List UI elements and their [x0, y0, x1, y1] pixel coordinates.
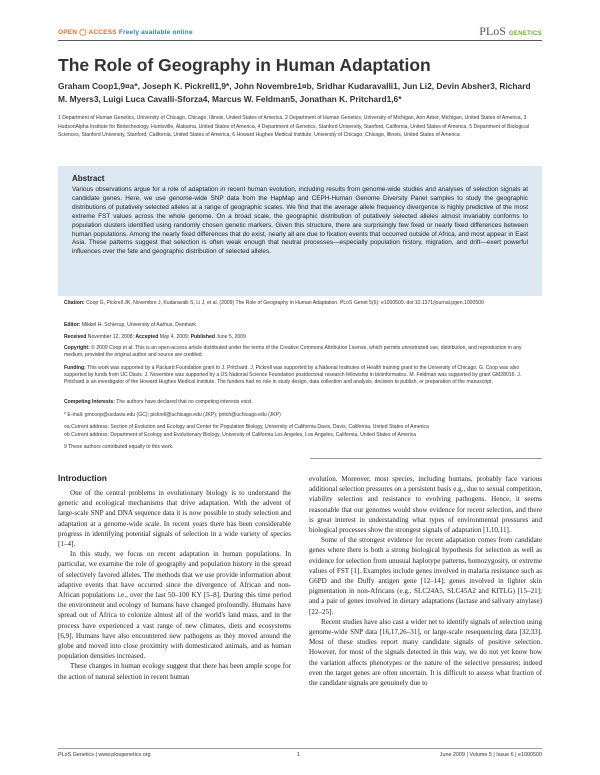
- funding: [64, 365, 534, 386]
- editor: [64, 322, 534, 329]
- paragraph: One of the central problems in evolutionary biology is to understand the genetic and ecological mechanisms that drive adaptation. With the advent of large-scale SNP and DNA sequence data it is now possible to study selection and adaptation at a genome-wide scale. In recent years there has been considerable progress in identifying potential signals of selection in a wide variety of species [1–4].: [58, 489, 291, 549]
- published-date: June 5, 2009: [216, 334, 246, 340]
- paragraph: In this study, we focus on recent adaptation in human populations. In particular, we examine the role of geography and population history in the spread of selectively favored alleles. The methods that we use provide information about adaptive events that have occurred since the divergence of African and non-African populations i.e., over the last 50–100 KY [5–8]. During this time period the environment and ecology of humans have changed profoundly. Humans have spread out of Africa to colonize almost all of the world's land mass, and in the process have experienced a vast range of new climates, diets and ecosystems [6,9]. Humans have also encountered new pathogens as they moved around the globe and moved into close proximity with domesticated animals, and as human population densities increased.: [58, 550, 291, 661]
- received-label: Received: [64, 334, 87, 340]
- access-word: ACCESS: [88, 29, 117, 36]
- column-left: [58, 488, 291, 682]
- funding-text: This work was supported by a Packard Foundation grant to J. Pritchard. J. Pickrell was supported by a National Institutes of Health training grant to the University of Chicago. G. Coop was also supported by funds from UC Davis. J. Novembre was supported by a US National Science Foundation postdoctoral research fellowship in bioinformatics. M. Feldman was supported by grant GM28016. J. Pritchard is an investigator of the Howard Hughes Medical Institute. The funders had no role in study design, data collection and analysis, decision to publish, or preparation of the manuscript.: [64, 365, 522, 385]
- journal-sub: GENETICS: [508, 31, 542, 37]
- page-number: 1: [297, 752, 300, 758]
- open-access-label: OPEN: [58, 29, 78, 36]
- accepted-label: Accepted: [135, 334, 159, 340]
- competing-label: Competing Interests:: [64, 399, 115, 405]
- copyright-label: Copyright:: [64, 345, 90, 351]
- freely-available-text: Freely available online: [118, 29, 193, 36]
- address-a: ¤a Current address: Section of Evolution and Ecology and Center for Population Biology, University of California Davis, Davis, California, United States of America: [64, 424, 429, 430]
- copyright-text: © 2009 Coop et al. This is an open-access article distributed under the terms of the Creative Commons Attribution License, which permits unrestricted use, distribution, and reproduction in any medium, provided the original author and source are credited.: [64, 345, 522, 358]
- meta-rule: [310, 458, 542, 459]
- accepted-date: May 4, 2009;: [159, 334, 190, 340]
- published-label: Published: [190, 334, 215, 340]
- paragraph: evolution. Moreover, most species, including humans, probably face various additional selection pressures on a persistent basis e.g., due to sexual competition, viability selection and resistance to evolving pathogens. Hence, it seems reasonable that our genomes would show evidence for recent selection, and there is great interest in understanding what types of environmental pressures and biological processes show the strongest signals of adaptation [1,10,11].: [309, 475, 542, 535]
- copyright: [64, 345, 534, 359]
- editor-label: Editor:: [64, 322, 81, 328]
- email: * E-mail: gmcoop@ucdavis.edu (GC); pickrell@uchicago.edu (JKP); pritch@uchicago.edu (JKP): [64, 412, 281, 418]
- dates: [64, 334, 534, 341]
- journal-brand: PLoS: [479, 24, 506, 38]
- paragraph: Some of the strongest evidence for recent adaptation comes from candidate genes where there is both a strong biological hypothesis for selection as well as evidence for selection from unusual haplotype patterns, homozygosity, or extreme values of FST [1]. Examples include genes involved in malaria resistance such as G6PD and the Duffy antigen gene [12–14]; genes involved in lighter skin pigmentation in non-Africans (e.g., SLC24A5, SLC45A2 and KITLG) [15–21]; and a pair of genes involved in dietary adaptations (lactase and salivary amylase) [22–25].: [309, 536, 542, 616]
- header-rule: [58, 40, 542, 41]
- citation-label: Citation:: [64, 300, 85, 306]
- funding-label: Funding:: [64, 365, 86, 371]
- footer-rule: [58, 748, 542, 749]
- column-right: [309, 474, 542, 688]
- citation-text: Coop G, Pickrell JK, Novembre J, Kudaravalli S, Li J, et al. (2009) The Role of Geography in Human Adaptation. PLoS Genet 5(6): e1000500. doi:10.1371/journal.pgen.1000500: [86, 300, 484, 306]
- introduction-heading: Introduction: [58, 473, 107, 483]
- address-b: ¤b Current address: Department of Ecology and Evolutionary Biology, University of California Los Angeles, Los Angeles, California, United States of America: [64, 432, 417, 438]
- open-access-banner: [58, 28, 193, 36]
- received-date: November 12, 2008;: [87, 334, 134, 340]
- paragraph: Recent studies have also cast a wider net to identify signals of selection using genome-wide SNP data [16,17,26–31], or large-scale resequencing data [32,33]. Most of these studies report many candidate signals of positive selection. However, for most of the signals detected in this way, we do not yet know how the variation affects phenotypes or the nature of the selective pressures; indeed even the target genes are often uncertain. It is difficult to assess what fraction of the candidate signals are genuinely due to: [309, 617, 542, 688]
- citation: [64, 300, 534, 307]
- affiliations: 1 Department of Human Genetics, University of Chicago, Chicago, Illinois, United States of America, 2 Department of Human Genetics, University of Michigan, Ann Arbor, Michigan, United States of America, 3 HudsonAlpha Institute for Biotechnology, Huntsville, Alabama, United States of America, 4 Department of Genetics, Stanford University, Stanford, California, United States of America, 5 Department of Biological Sciences, Stanford University, Stanford, California, United States of America, 6 Howard Hughes Medical Institute, University of Chicago, Chicago, Illinois, United States of America: [58, 115, 529, 138]
- author-list: Graham Coop1,9¤a*, Joseph K. Pickrell1,9*, John Novembre1¤b, Sridhar Kudaravalli1, Jun Li2, Devin Absher3, Richard M. Myers3, Luigi Luca Cavalli-Sforza4, Marcus W. Feldman5, Jonathan K. Pritchard1,6*: [58, 81, 531, 104]
- competing-text: The authors have declared that no competing interests exist.: [116, 399, 253, 405]
- editor-text: Mikkel H. Schierup, University of Aarhus, Denmark: [81, 322, 196, 328]
- journal-logo: [479, 24, 542, 39]
- equal-contribution: 9 These authors contributed equally to this work.: [64, 444, 174, 450]
- abstract-text: Various observations argue for a role of adaptation in recent human evolution, including results from genome-wide studies and analyses of selection signals at candidate genes. Here, we use genome-wide SNP data from the HapMap and CEPH-Human Genome Diversity Panel samples to study the geographic distributions of putatively selected alleles at a range of geographic scales. We find that the average allele frequency divergence is highly predictive of the most extreme FST values across the whole genome. On a broad scale, the geographic distribution of putatively selected alleles almost invariably conforms to population clusters identified using randomly chosen genetic markers. Given this structure, there are surprisingly few fixed or nearly fixed differences between human populations. Among the nearly fixed differences that do exist, nearly all are due to fixation events that occurred outside of Africa, and most appear in East Asia. These patterns suggest that selection is often weak enough that neutral processes—especially population history, migration, and drift—exert powerful influences over the fate and geographic distribution of selected alleles.: [72, 186, 528, 256]
- open-access-icon: ◯: [79, 29, 87, 36]
- footer-journal: PLoS Genetics | www.plosgenetics.org: [58, 752, 151, 758]
- abstract-heading: Abstract: [72, 174, 105, 183]
- footer-issue: June 2009 | Volume 5 | Issue 6 | e1000500: [439, 752, 542, 758]
- competing-interests: [64, 399, 534, 406]
- paragraph: These changes in human ecology suggest that there has been ample scope for the action of natural selection in recent human: [58, 662, 291, 681]
- page-title: The Role of Geography in Human Adaptation: [58, 55, 431, 75]
